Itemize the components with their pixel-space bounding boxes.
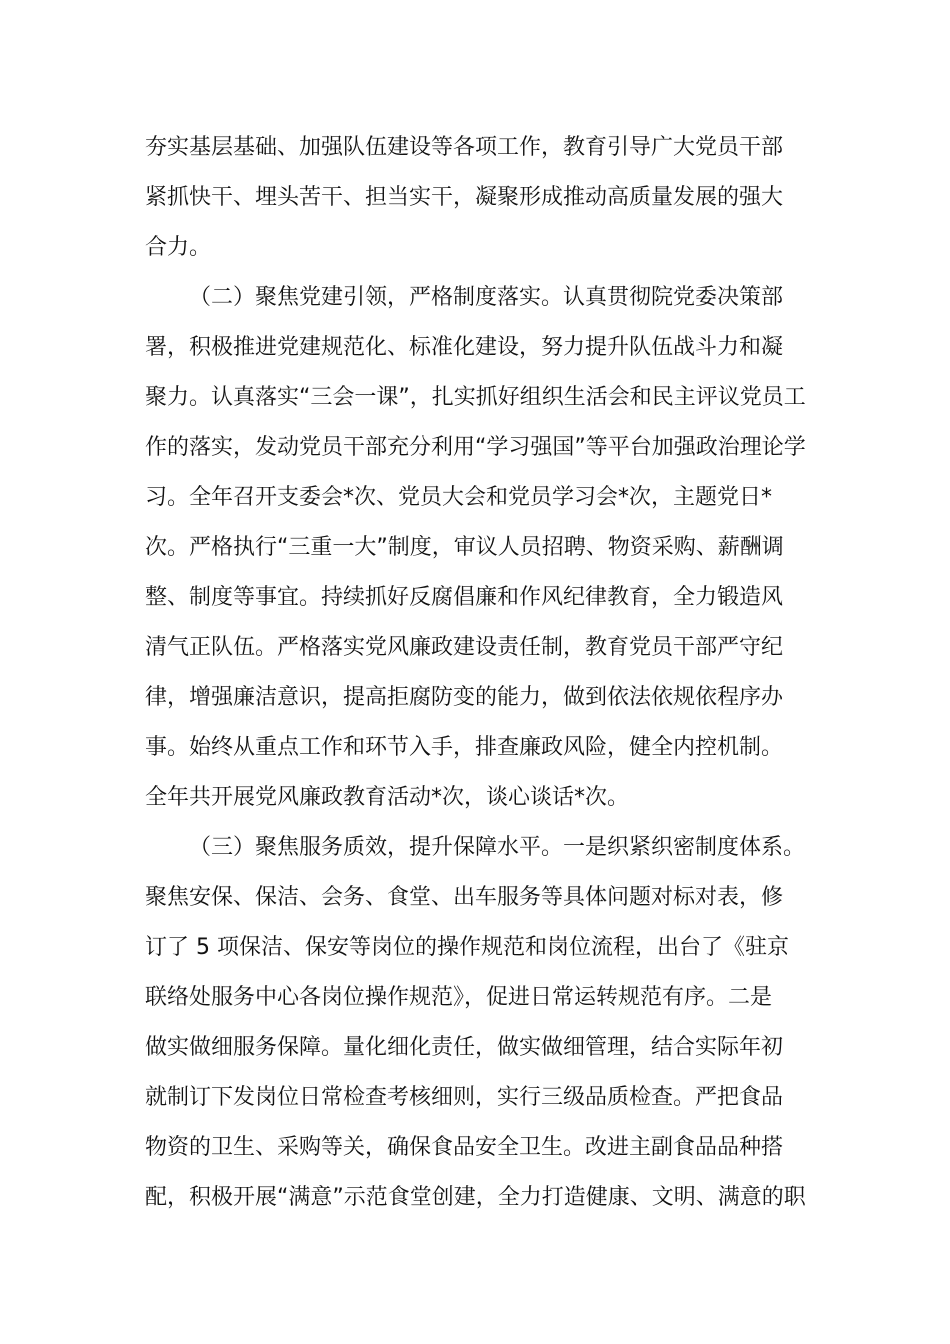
section-heading-line: （三）聚焦服务质效，提升保障水平。一是织紧织密制度体系。 <box>189 835 806 860</box>
text-line: 全年共开展党风廉政教育活动*次，谈心谈话*次。 <box>145 785 630 810</box>
text-line: 就制订下发岗位日常检查考核细则，实行三级品质检查。严把食品 <box>145 1085 784 1110</box>
text-line: 事。始终从重点工作和环节入手，排查廉政风险，健全内控机制。 <box>145 735 784 760</box>
section-heading-line: （二）聚焦党建引领，严格制度落实。认真贯彻院党委决策部 <box>189 285 784 310</box>
text-line: 订了 5 项保洁、保安等岗位的操作规范和岗位流程，出台了《驻京 <box>145 935 789 960</box>
text-line: 聚力。认真落实“三会一课”，扎实抓好组织生活会和民主评议党员工 <box>145 385 806 410</box>
text-line: 清气正队伍。严格落实党风廉政建设责任制，教育党员干部严守纪 <box>145 635 784 660</box>
text-line: 作的落实，发动党员干部充分利用“学习强国”等平台加强政治理论学 <box>145 435 806 460</box>
text-line: 配，积极开展“满意”示范食堂创建，全力打造健康、文明、满意的职 <box>145 1185 806 1210</box>
text-line: 紧抓快干、埋头苦干、担当实干，凝聚形成推动高质量发展的强大 <box>145 185 784 210</box>
text-line: 联络处服务中心各岗位操作规范》，促进日常运转规范有序。二是 <box>145 985 773 1010</box>
text-line: 做实做细服务保障。量化细化责任，做实做细管理，结合实际年初 <box>145 1035 784 1060</box>
text-line: 署，积极推进党建规范化、标准化建设，努力提升队伍战斗力和凝 <box>145 335 784 360</box>
text-line: 合力。 <box>145 235 212 260</box>
text-line: 习。全年召开支委会*次、党员大会和党员学习会*次，主题党日* <box>145 485 773 510</box>
document-body <box>145 123 809 1223</box>
text-line: 整、制度等事宜。持续抓好反腐倡廉和作风纪律教育，全力锻造风 <box>145 585 784 610</box>
text-line: 夯实基层基础、加强队伍建设等各项工作，教育引导广大党员干部 <box>145 135 784 160</box>
text-line: 次。严格执行“三重一大”制度，审议人员招聘、物资采购、薪酬调 <box>145 535 784 560</box>
text-line: 物资的卫生、采购等关，确保食品安全卫生。改进主副食品品种搭 <box>145 1135 784 1160</box>
text-line: 律，增强廉洁意识，提高拒腐防变的能力，做到依法依规依程序办 <box>145 685 784 710</box>
text-line: 聚焦安保、保洁、会务、食堂、出车服务等具体问题对标对表，修 <box>145 885 784 910</box>
